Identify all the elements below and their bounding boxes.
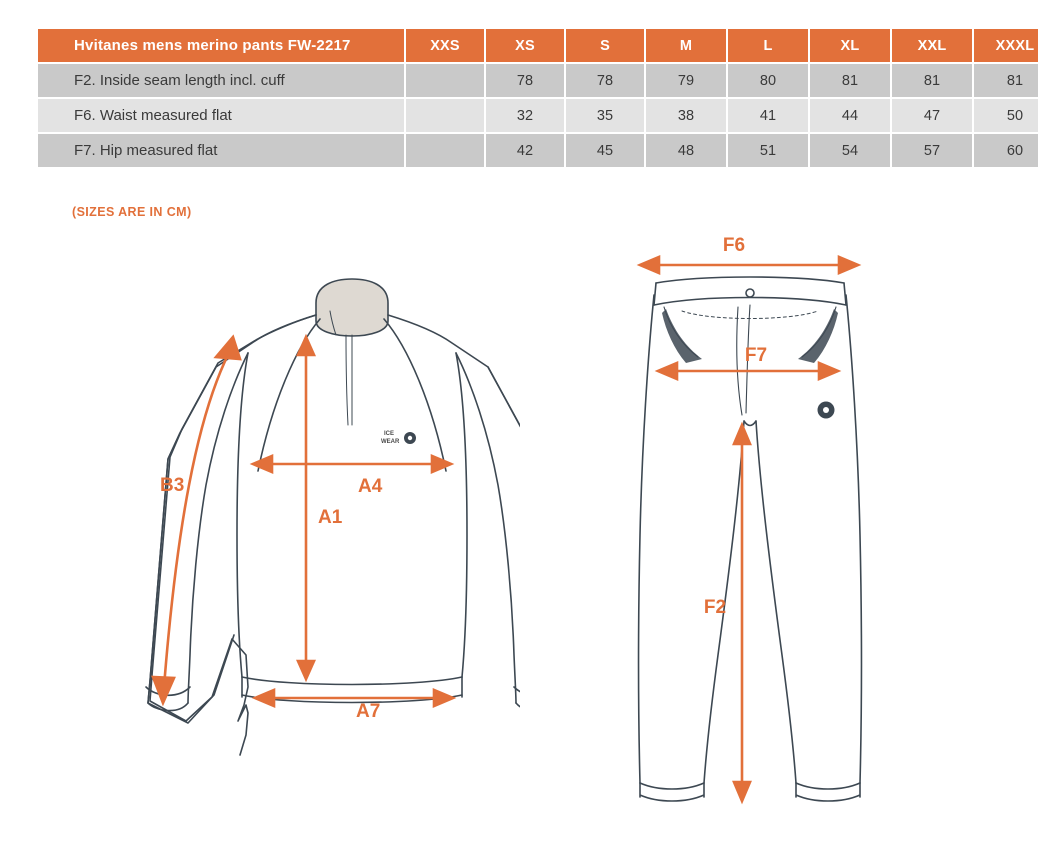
top-garment-diagram	[120, 235, 520, 835]
cell-f6-xxxl: 50	[973, 98, 1038, 133]
cell-f2-l: 80	[727, 63, 809, 98]
size-table-body	[37, 63, 1038, 168]
size-table-title: Hvitanes mens merino pants FW-2217	[37, 28, 405, 63]
units-note: (SIZES ARE IN CM)	[72, 205, 192, 219]
label-f2: F2	[703, 597, 727, 618]
size-header-xxxl: XXXL	[973, 28, 1038, 63]
size-table-header-row	[37, 28, 1038, 63]
bottom-garment-diagram	[590, 235, 930, 835]
measure-label-f2: F2. Inside seam length incl. cuff	[37, 63, 405, 98]
cell-f2-xxxl: 81	[973, 63, 1038, 98]
label-b3: B3	[160, 475, 185, 496]
cell-f2-s: 78	[565, 63, 645, 98]
cell-f2-m: 79	[645, 63, 727, 98]
brand-logo-icon	[381, 431, 416, 445]
table-row	[37, 63, 1038, 98]
cell-f7-xl: 54	[809, 133, 891, 168]
svg-text:ICE: ICE	[384, 431, 395, 437]
cell-f7-l: 51	[727, 133, 809, 168]
cell-f6-m: 38	[645, 98, 727, 133]
measurement-diagrams	[0, 235, 1038, 845]
size-header-xl: XL	[809, 28, 891, 63]
measure-label-f7: F7. Hip measured flat	[37, 133, 405, 168]
cell-f6-l: 41	[727, 98, 809, 133]
label-a1: A1	[318, 507, 343, 528]
cell-f2-xxs	[405, 63, 485, 98]
cell-f7-xxl: 57	[891, 133, 973, 168]
size-header-s: S	[565, 28, 645, 63]
svg-text:WEAR: WEAR	[381, 439, 400, 445]
label-f6: F6	[722, 235, 746, 256]
size-header-m: M	[645, 28, 727, 63]
label-f7: F7	[744, 345, 768, 366]
cell-f2-xxl: 81	[891, 63, 973, 98]
cell-f7-m: 48	[645, 133, 727, 168]
table-row	[37, 133, 1038, 168]
brand-logo-icon	[818, 402, 835, 419]
size-table	[36, 27, 1038, 169]
measure-label-f6: F6. Waist measured flat	[37, 98, 405, 133]
size-header-xxl: XXL	[891, 28, 973, 63]
cell-f6-s: 35	[565, 98, 645, 133]
size-header-xxs: XXS	[405, 28, 485, 63]
label-a4: A4	[358, 476, 383, 497]
size-table-head	[37, 28, 1038, 63]
cell-f6-xxl: 47	[891, 98, 973, 133]
cell-f6-xxs	[405, 98, 485, 133]
cell-f7-xxxl: 60	[973, 133, 1038, 168]
cell-f6-xs: 32	[485, 98, 565, 133]
size-table-container	[36, 27, 1035, 169]
cell-f6-xl: 44	[809, 98, 891, 133]
label-a7-visible: A7	[356, 701, 381, 722]
table-row	[37, 98, 1038, 133]
cell-f2-xl: 81	[809, 63, 891, 98]
cell-f7-xs: 42	[485, 133, 565, 168]
size-header-xs: XS	[485, 28, 565, 63]
cell-f7-s: 45	[565, 133, 645, 168]
size-header-l: L	[727, 28, 809, 63]
cell-f2-xs: 78	[485, 63, 565, 98]
cell-f7-xxs	[405, 133, 485, 168]
